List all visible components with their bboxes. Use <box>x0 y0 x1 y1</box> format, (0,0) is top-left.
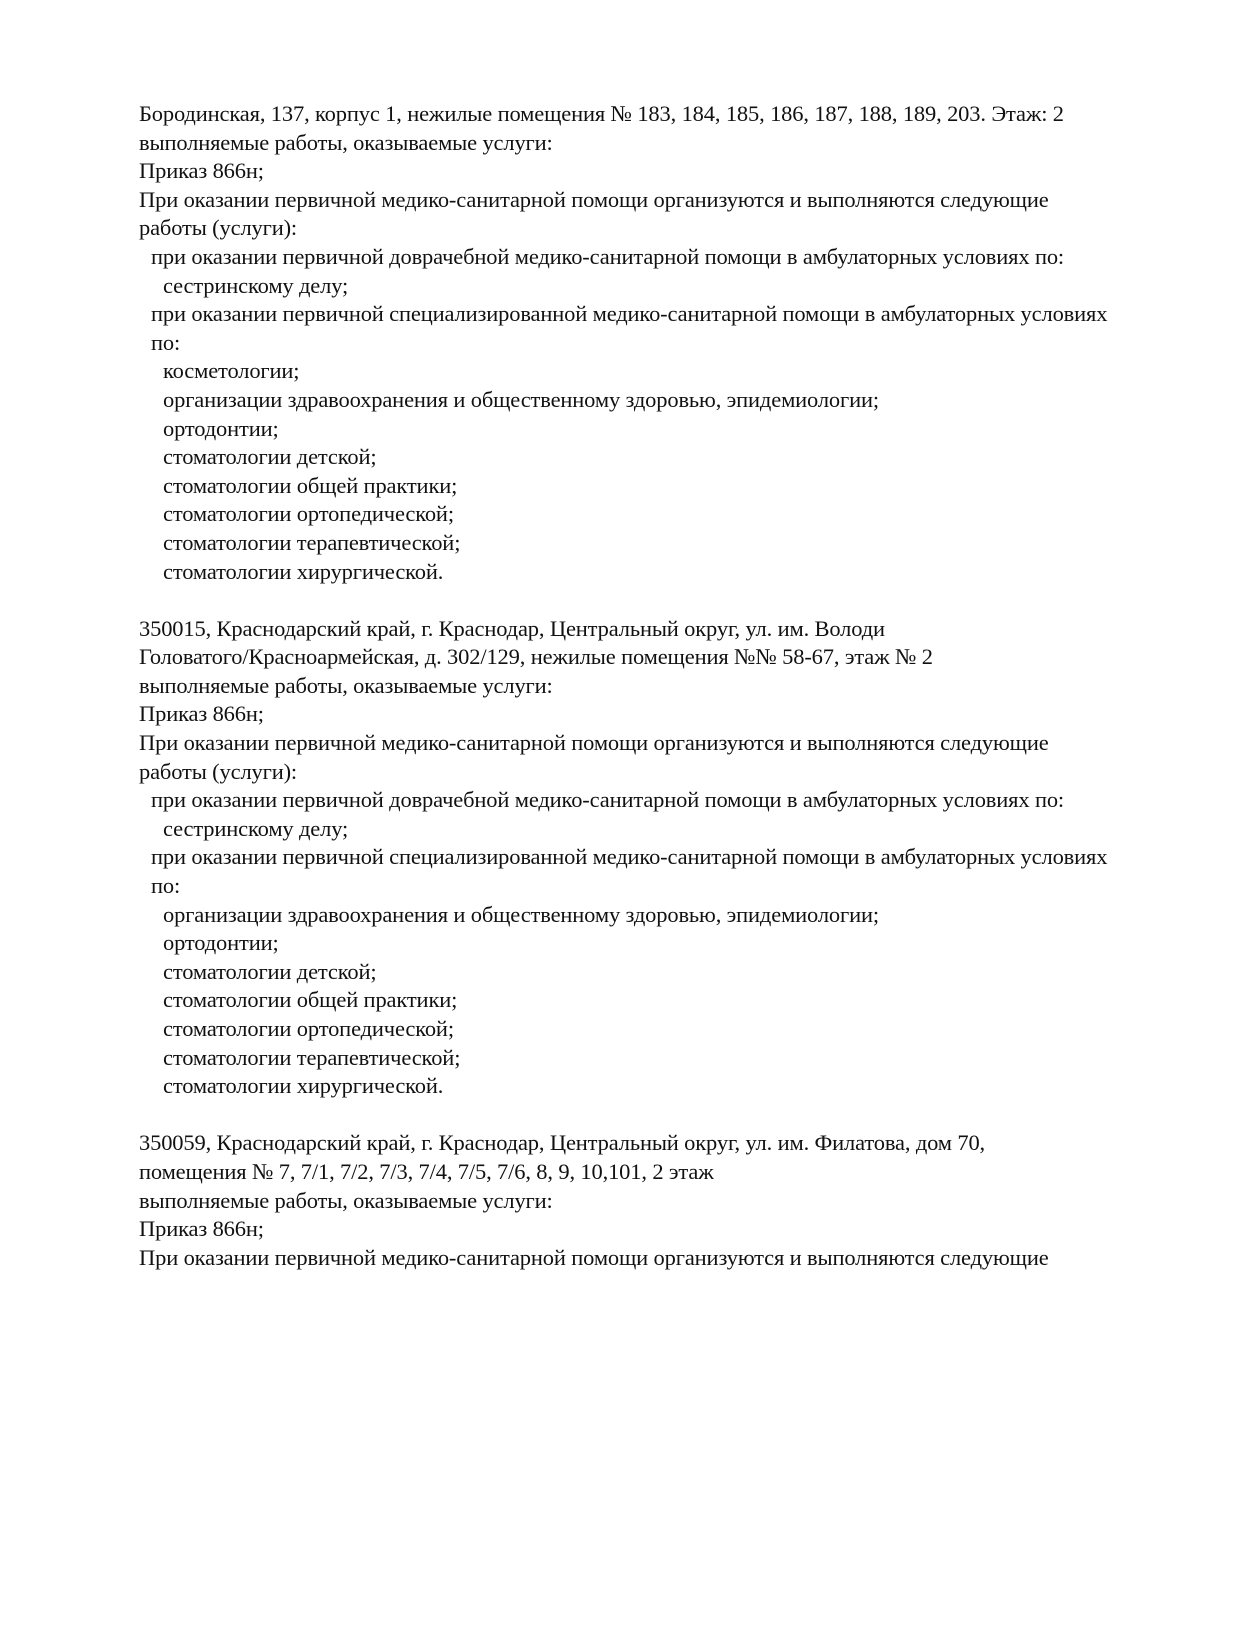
list-item: стоматологии хирургической. <box>163 1073 444 1099</box>
address-text: Бородинская, 137, корпус 1, нежилые помещения № 183, 184, 185, 186, 187, 188, 189, 203. Этаж: 2 <box>139 101 1064 126</box>
order-text: Приказ 866н; <box>139 158 264 184</box>
list-item: организации здравоохранения и общественному здоровью, эпидемиологии; <box>163 386 879 412</box>
group-heading: при оказании первичной специализированной медико-санитарной помощи в амбулаторных условиях по: <box>151 844 1113 899</box>
list-item: стоматологии терапевтической; <box>163 529 461 555</box>
block-spacer <box>139 1101 1119 1130</box>
list-item: стоматологии ортопедической; <box>163 501 454 527</box>
intro-text: При оказании первичной медико-санитарной помощи организуются и выполняются следующие <box>139 1244 1049 1270</box>
works-label: выполняемые работы, оказываемые услуги: <box>139 129 553 155</box>
address-text: 350015, Краснодарский край, г. Краснодар, Центральный округ, ул. им. Володи Головатого/Красноармейская, д. 302/129, нежилые помещения №№ 58-67, этаж № 2 <box>139 615 933 670</box>
list-item: стоматологии ортопедической; <box>163 1016 454 1041</box>
order-text: Приказ 866н; <box>139 701 264 727</box>
order-text: Приказ 866н; <box>139 1216 264 1242</box>
list-item: стоматологии детской; <box>163 444 377 470</box>
intro-text: При оказании первичной медико-санитарной помощи организуются и выполняются следующие работы (услуги): <box>139 730 1055 784</box>
address-block-3 <box>139 1129 1119 1272</box>
list-item: стоматологии общей практики; <box>163 987 458 1013</box>
intro-text: При оказании первичной медико-санитарной помощи организуются и выполняются следующие работы (услуги): <box>139 186 1055 241</box>
address-text: 350059, Краснодарский край, г. Краснодар, Центральный округ, ул. им. Филатова, дом 70, помещения № 7, 7/1, 7/2, 7/3, 7/4, 7/5, 7/6, 8, 9, 10,101, 2 этаж <box>139 1130 991 1184</box>
list-item: стоматологии детской; <box>163 958 377 984</box>
document-page <box>139 100 1119 1272</box>
address-block-1 <box>139 100 1119 586</box>
list-item: ортодонтии; <box>163 930 279 956</box>
list-item: косметологии; <box>163 358 300 384</box>
works-label: выполняемые работы, оказываемые услуги: <box>139 672 553 698</box>
group-heading: при оказании первичной специализированной медико-санитарной помощи в амбулаторных условиях по: <box>151 301 1113 355</box>
list-item: сестринскому делу; <box>163 815 349 841</box>
list-item: сестринскому делу; <box>163 272 349 298</box>
works-label: выполняемые работы, оказываемые услуги: <box>139 1187 553 1213</box>
list-item: стоматологии общей практики; <box>163 472 458 498</box>
list-item: организации здравоохранения и общественному здоровью, эпидемиологии; <box>163 901 879 927</box>
list-item: стоматологии терапевтической; <box>163 1044 461 1070</box>
list-item: стоматологии хирургической. <box>163 558 444 584</box>
block-spacer <box>139 586 1119 615</box>
list-item: ортодонтии; <box>163 415 279 441</box>
address-block-2 <box>139 615 1119 1101</box>
group-heading: при оказании первичной доврачебной медико-санитарной помощи в амбулаторных условиях по: <box>151 243 1065 269</box>
group-heading: при оказании первичной доврачебной медико-санитарной помощи в амбулаторных условиях по: <box>151 787 1065 813</box>
